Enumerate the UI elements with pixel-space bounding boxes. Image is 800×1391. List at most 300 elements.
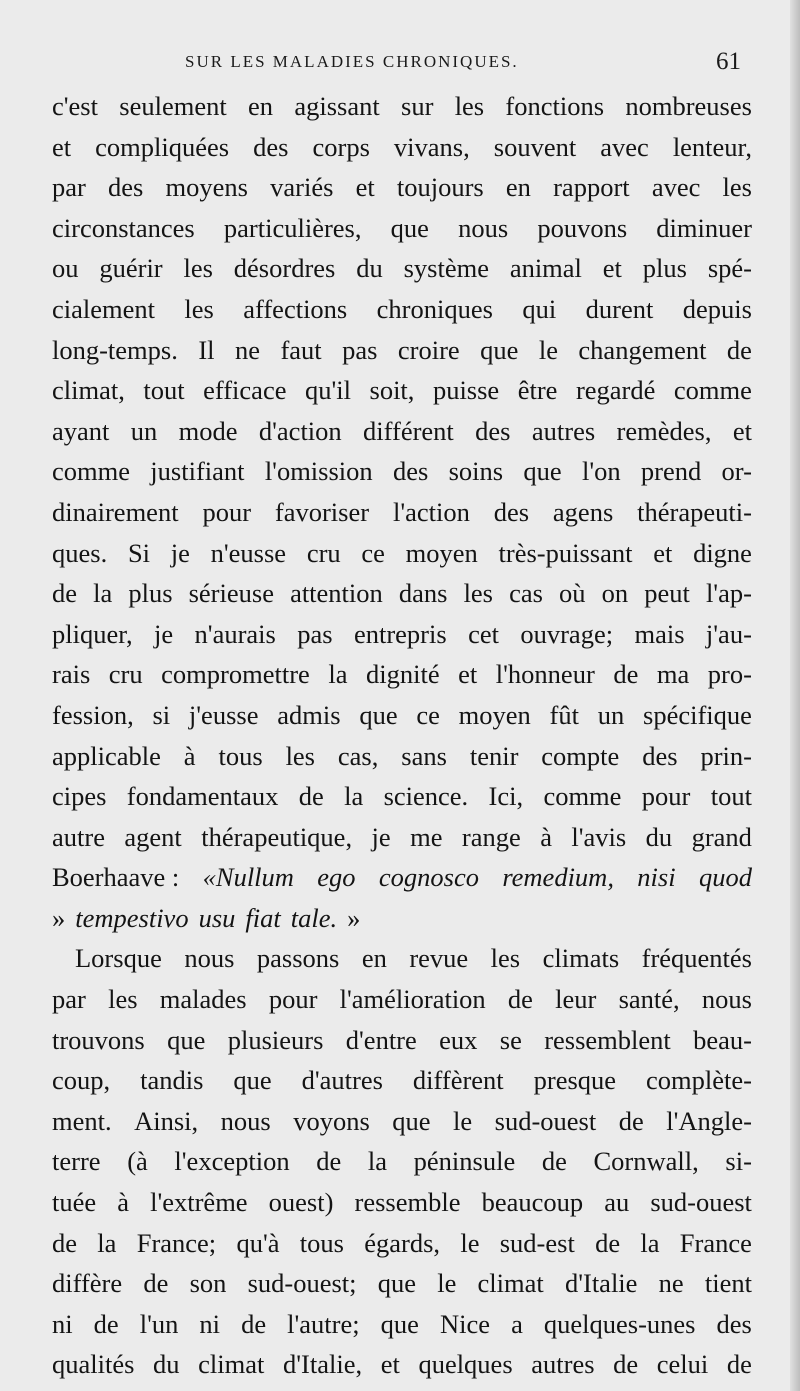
word: circonstances [52,212,195,243]
word: tandis [140,1065,204,1096]
text-line [52,1223,752,1264]
word: ego [317,862,356,893]
word: pro- [707,659,752,690]
word: souvent [493,131,577,162]
word: chroniques [376,293,493,324]
word: système [403,253,489,284]
word: d'autres [301,1065,383,1096]
word: de [52,1227,78,1258]
word: de [618,1105,644,1136]
text-line [52,208,752,249]
word: des [392,456,429,487]
word: agent [124,821,182,852]
word: l'exception [174,1146,290,1177]
word: des [253,131,289,162]
word: sud-est [499,1227,575,1258]
word: lenteur, [672,131,752,162]
word: nisi [637,862,676,893]
word: je [170,537,190,568]
word: si [152,699,171,730]
word: de [241,1308,267,1339]
word: puisse [432,375,500,406]
word: pas [342,334,378,365]
text-line [52,167,752,208]
word: dignité [366,659,440,690]
word: sur [401,91,434,121]
word: toujours [396,172,484,203]
word: être [517,375,558,406]
word: eux [439,1024,478,1055]
word: tenir [469,740,519,771]
word: climat [198,1349,265,1380]
text-line [52,86,752,127]
word: justifiant [150,456,245,487]
word: un [597,699,625,730]
word: changement [578,334,707,365]
word: quelques-unes [543,1308,696,1339]
word: beaucoup [481,1187,584,1218]
word: des [108,172,144,203]
word: très-puissant [498,537,633,568]
word: pas [297,618,333,649]
text-line [52,127,752,168]
word: qualités [52,1349,135,1380]
word: je [154,618,174,649]
page-edge [790,0,800,1391]
word: presque [533,1065,617,1096]
word: sans [401,740,447,771]
word: n'eusse [210,537,287,568]
word: et [380,1349,400,1380]
word: depuis [682,293,752,324]
word: des [475,415,511,446]
word: n'aurais [194,618,276,649]
word: l'ap- [705,578,752,609]
word: tient [704,1268,752,1299]
word: range [461,821,521,852]
text-line [52,1304,752,1345]
word: sud-ouest [650,1187,752,1218]
word: que [380,1308,419,1339]
word: d'entre [345,1024,417,1055]
word: France [679,1227,752,1258]
word: d'Italie [564,1268,638,1299]
text-line [52,898,752,939]
word: et [732,415,752,446]
word: favoriser [274,496,370,527]
word: a [511,1308,523,1339]
word: fondamentaux [126,781,279,812]
word: différent [363,415,454,446]
word: corps [312,131,370,162]
word: en [361,943,387,974]
word: de [613,1349,639,1380]
word: le [453,1105,473,1136]
word: ce [361,537,385,568]
word: péninsule [413,1146,516,1177]
text-line [52,1344,752,1385]
text-line [52,533,752,574]
word: entrepris [353,618,447,649]
word: pour [268,984,318,1015]
word: or- [721,456,752,487]
word: avec [651,172,701,203]
word: complète- [646,1065,752,1096]
word: tout [143,375,185,406]
text-line [52,654,752,695]
word: ressemble [354,1187,461,1218]
page-number: 61 [716,48,741,75]
word: science. [383,781,469,812]
word: tempestivo [75,902,189,933]
word: des [642,740,678,771]
word: que [377,1268,416,1299]
word: diffère [52,1268,123,1299]
word: cru [108,659,143,690]
word: de [726,334,752,365]
word: fréquentés [641,943,752,974]
text-line [52,817,752,858]
text-line [52,979,752,1020]
text-line [52,614,752,655]
word: terre [52,1146,101,1177]
word: fiat [245,902,281,933]
word: que [359,699,398,730]
word: moyen [458,699,531,730]
word: que [167,1024,206,1055]
word: climats [542,943,620,974]
word: le [437,1268,457,1299]
text-line [52,1020,752,1061]
word: thérapeuti- [637,496,752,527]
text-line [52,492,752,533]
word: compromettre [161,659,310,690]
word: avec [600,131,649,162]
word: me [410,821,443,852]
word: fonctions [505,91,605,121]
text-line [52,451,752,492]
text-line [52,736,752,777]
word: moyen [405,537,478,568]
word: c'est [52,91,98,121]
word: autre [52,821,105,852]
word: que [233,1065,272,1096]
word: le [460,1227,480,1258]
word: autres [531,415,596,446]
word: beau- [693,1024,752,1055]
word: climat [477,1268,544,1299]
word: nombreuses [625,91,752,121]
word: qu'à [236,1227,280,1258]
word: animal [509,253,582,284]
text-line [52,1263,752,1304]
word: ne [658,1268,684,1299]
word: que [523,456,562,487]
word: de [143,1268,169,1299]
word: les [184,293,214,324]
word: en [505,172,531,203]
text-line [52,776,752,817]
word: ni [199,1308,221,1339]
running-title: SUR LES MALADIES CHRONIQUES. [185,52,519,71]
word: par [52,172,86,203]
text-line [52,1060,752,1101]
word: cru [306,537,341,568]
word: de [726,1349,752,1380]
word: ayant [52,415,110,446]
word: ni [52,1308,73,1339]
word: efficace [203,375,287,406]
word: remedium, [502,862,614,893]
word: tous [299,1227,344,1258]
word: et [52,131,72,162]
word: l'amélioration [339,984,486,1015]
word: ouest) [268,1187,334,1218]
word: santé, [618,984,680,1015]
word: spé- [707,253,752,284]
word: agens [552,496,614,527]
word: voyons [293,1105,370,1136]
word: ment. [52,1105,112,1136]
word: compliquées [95,131,230,162]
word: désordres [233,253,336,284]
word: de [52,578,78,609]
text-line [52,370,752,411]
word: quelques [418,1349,513,1380]
word: cas, [337,740,379,771]
word: et [653,537,673,568]
word: les [454,91,485,121]
word: vivans, [393,131,470,162]
word: les [490,943,521,974]
word: admis [277,699,341,730]
word: son [189,1268,227,1299]
word: particulières, [223,212,362,243]
word: pouvons [537,212,628,243]
word: comme [673,375,752,406]
word: prend [640,456,702,487]
word: nous [220,1105,271,1136]
word: pour [641,781,691,812]
word: applicable [52,740,161,771]
word: Ainsi, [134,1105,199,1136]
word: de [595,1227,621,1258]
word: du [356,253,383,284]
word: thérapeutique, [201,821,353,852]
word: sérieuse [188,578,274,609]
word: long-temps. [52,334,178,365]
word: peut [644,578,690,609]
word: ou [52,253,79,284]
word: » [52,902,66,933]
word: d'action [258,415,342,446]
word: diminuer [656,212,752,243]
word: ques. [52,537,108,568]
word: Si [127,537,151,568]
word: pliquer, [52,618,133,649]
word: » [347,902,361,933]
word: nous [184,943,235,974]
word: la [640,1227,660,1258]
word: qui [522,293,557,324]
word: se [499,1024,522,1055]
word: cet [468,618,499,649]
word: si- [725,1146,752,1177]
word: de [316,1146,342,1177]
text-line [52,695,752,736]
word: seulement [119,91,227,121]
text-line [52,1141,752,1182]
word: comme [543,781,622,812]
word: ouvrage; [520,618,614,649]
word: grand [691,821,752,852]
text-line [52,248,752,289]
word: cognosco [378,862,479,893]
word: la [97,1227,117,1258]
word: Nice [439,1308,491,1339]
word: l'action [392,496,470,527]
word: dinairement [52,496,179,527]
word: l'avis [571,821,627,852]
word: que [392,1105,431,1136]
word: attention [290,578,383,609]
word: à [183,740,196,771]
word: fession, [52,699,134,730]
word: et [355,172,375,203]
word: Ici, [488,781,524,812]
word: l'autre; [287,1308,360,1339]
word: par [52,984,86,1015]
word: la [93,578,113,609]
word: ressemblent [544,1024,671,1055]
word: où [559,578,586,609]
word: France; [136,1227,217,1258]
word: l'un [139,1308,179,1339]
word: les [285,740,315,771]
word: autres [531,1349,595,1380]
word: sud-ouest [494,1105,597,1136]
word: trouvons [52,1024,145,1055]
word: soit, [369,375,415,406]
word: la [367,1146,387,1177]
word: de [613,659,639,690]
word: malades [159,984,247,1015]
word: passons [256,943,340,974]
word: mode [178,415,238,446]
word: j'eusse [188,699,259,730]
word: croire [397,334,460,365]
body-text [52,86,752,1385]
word: guérir [99,253,163,284]
word: en [248,91,274,121]
word: plus [642,253,687,284]
word: égards, [364,1227,441,1258]
word: les [722,172,752,203]
word: usu [198,902,236,933]
word: Cornwall, [593,1146,699,1177]
word: variés [270,172,334,203]
word: revue [409,943,469,974]
word: j'au- [705,618,752,649]
word: que [480,334,519,365]
word: au [604,1187,630,1218]
text-line [52,411,752,452]
word: ma [656,659,690,690]
word: remèdes, [616,415,712,446]
word: soins [448,456,504,487]
word: l'on [581,456,621,487]
word: Lorsque [75,943,162,974]
text-line [52,330,752,371]
word: qu'il [304,375,351,406]
word: les [463,578,493,609]
text-line [52,1182,752,1223]
word: pour [202,496,252,527]
word: l'honneur [495,659,595,690]
word: ne [234,334,260,365]
word: compte [541,740,620,771]
word: sud-ouest; [247,1268,357,1299]
word: les [108,984,138,1015]
word: que [390,212,429,243]
word: à [540,821,552,852]
word: celui [656,1349,709,1380]
word: Boerhaave : [52,862,180,893]
word: quod [698,862,752,893]
word: comme [52,456,130,487]
word: nous [458,212,509,243]
word: plus [128,578,173,609]
word: la [344,781,364,812]
word: l'omission [264,456,373,487]
word: et [602,253,622,284]
word: les [183,253,213,284]
word: (à [127,1146,148,1177]
word: des [493,496,530,527]
word: du [153,1349,180,1380]
word: du [645,821,673,852]
word: on [601,578,629,609]
word: de [541,1146,567,1177]
word: Il [198,334,215,365]
word: cas [509,578,543,609]
word: spécifique [643,699,752,730]
word: je [371,821,391,852]
word: et [458,659,478,690]
word: d'Italie, [283,1349,363,1380]
word: «Nullum [202,862,294,893]
word: de [298,781,324,812]
word: durent [585,293,654,324]
word: cipes [52,781,107,812]
word: un [130,415,158,446]
word: plusieurs [227,1024,324,1055]
word: la [328,659,348,690]
word: moyens [165,172,248,203]
word: des [716,1308,752,1339]
text-line [52,289,752,330]
word: l'Angle- [666,1105,752,1136]
word: le [538,334,558,365]
text-line [52,1101,752,1142]
page-header [0,48,800,82]
word: cialement [52,293,155,324]
word: agissant [294,91,380,121]
word: ce [416,699,440,730]
word: tout [710,781,752,812]
word: de [507,984,533,1015]
word: regardé [575,375,656,406]
